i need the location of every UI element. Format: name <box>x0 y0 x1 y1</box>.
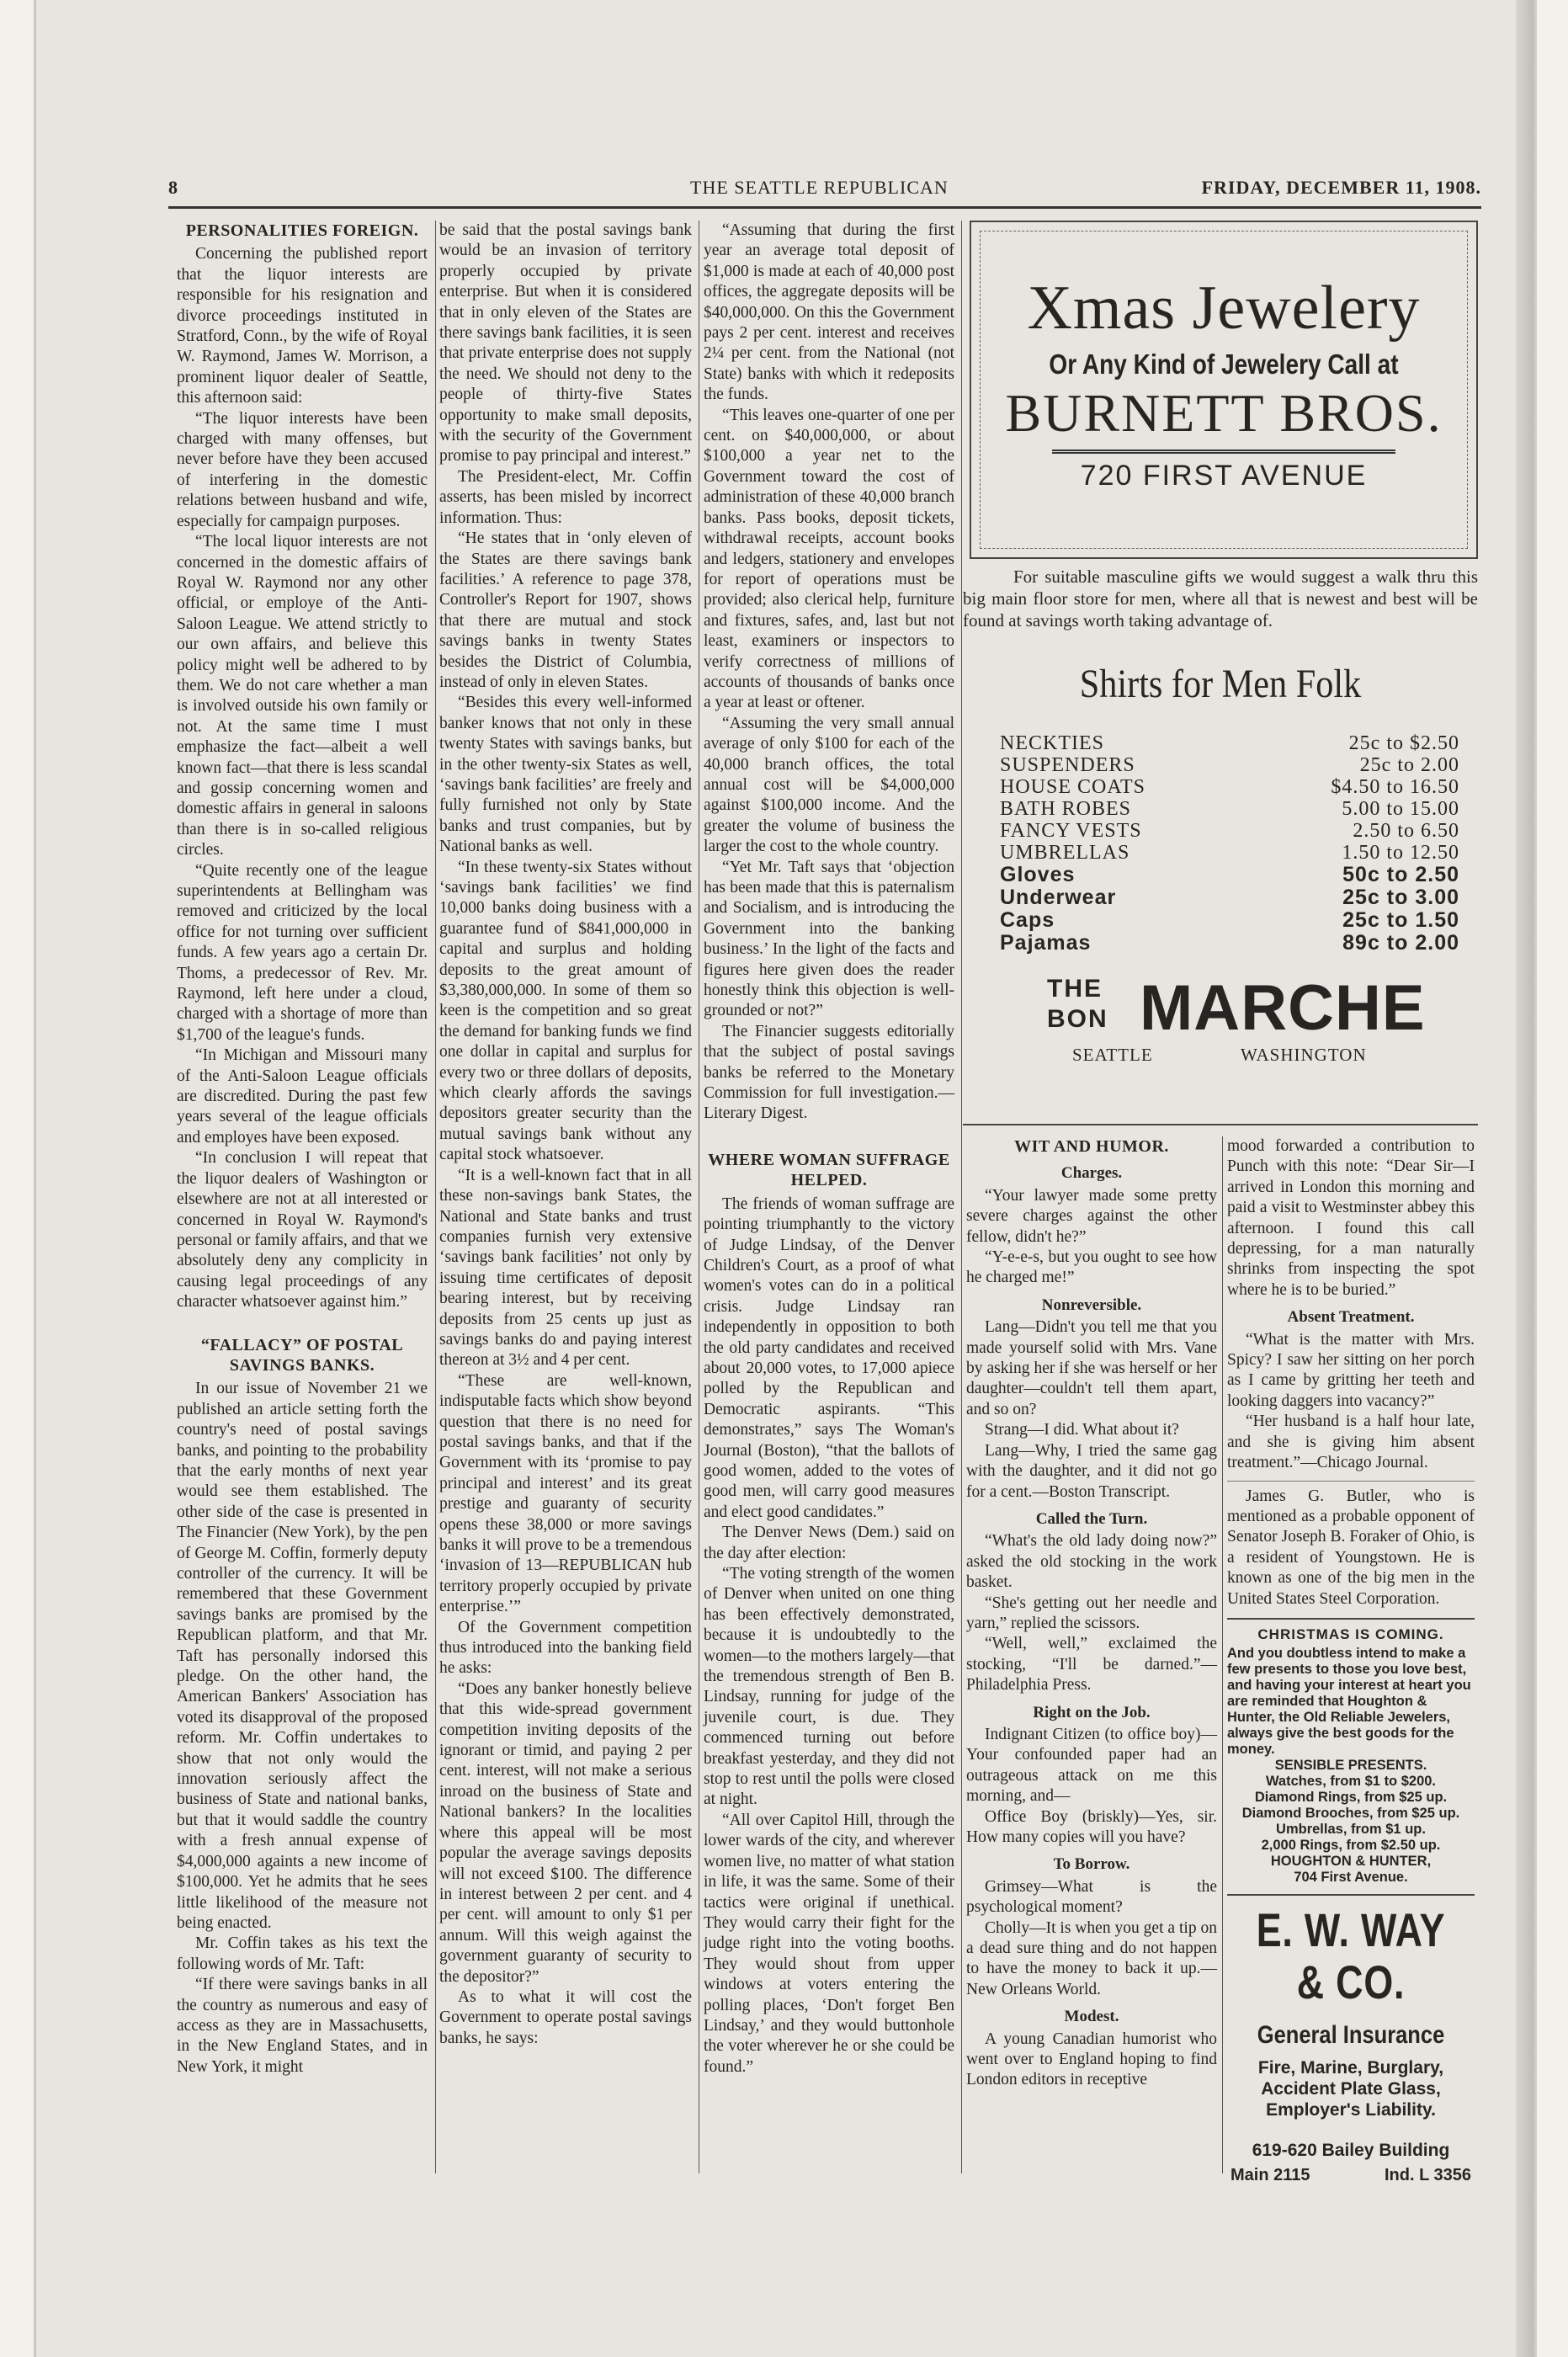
article-paragraph: “The voting strength of the women of Denver when united on one thing has been effectively demonstrated, because it is undoubtedly to the women—to the mothers largely—that the tremendous strength of Ben B. Lindsay, running for judge of the juvenile court, is due. They commenced turning out before breakfast yesterday, and they did not stop to rest until the polls were closed at night. <box>704 1565 954 1809</box>
joke-paragraph: mood forwarded a contribution to Punch with this note: “Dear Sir—I arrived in London this morning and paid a visit to Westminster abbey this afternoon. I found this call depressing, for a man naturally shrinks from inspecting the spot where he is to be buried.” <box>1227 1137 1475 1299</box>
item-name: Gloves <box>1000 863 1076 886</box>
article-paragraph: The friends of woman suffrage are pointing triumphantly to the victory of Judge Lindsay, of the Denver Children's Court, as a proof of what women's votes can do in a political crisis. Judge Lindsay ran independently in opposition to both the old party candidates and received about 20,000 votes, to 17,000 apiece polled by the Republican and Democratic aspirants. “This demonstrates,” says The Woman's Journal (Boston), “that the ballots of good women, added to the votes of good men, will carry good measures and elect good candidates.” <box>704 1194 954 1521</box>
article-paragraph: In our issue of November 21 we published an article setting forth the country's need of postal savings banks, and pointing to the probability that the early months of next year would see them established. The other side of the case is presented in The Financier (New York), by the pen of George M. Coffin, formerly deputy controller of the currency. It will be remembered that these Government savings banks are promised by the Republican platform, and that Mr. Taft has personally indorsed this pledge. On the other hand, the American Bankers' Association has voted its disapproval of the proposed reform. Mr. Coffin undertakes to show that not only would the innovation seriously affect the business of State and national banks, but that it would saddle the country with a fresh annual expense of $4,000,000 againts a new income of $100,000. Yet he admits that he sees little likelihood of the measure not being enacted. <box>177 1380 428 1932</box>
joke-paragraph: “She's getting out her needle and yarn,” replied the scissors. <box>966 1594 1217 1632</box>
article-paragraph: “He states that in ‘only eleven of the States are there savings bank facilities.’ A reference to page 378, Controller's Report for 1907, shows that there are mutual and stock savings banks in twenty States besides the District of Columbia, instead of only in eleven States. <box>439 529 692 691</box>
logo-marche: MARCHE <box>1140 972 1426 1044</box>
joke-paragraph: “What's the old lady doing now?” asked the old stocking in the work basket. <box>966 1532 1217 1592</box>
article-paragraph: “These are well-known, indisputable facts which show beyond question that there is no need for postal savings banks, and that if the Government with its ‘promise to pay principal and interest’ and its great prestige and guaranty of security opens these 38,000 or more savings banks it will prove to be a tremendous ‘invasion of 13—REPUBLICAN hub territory properly occupied by private enterprise.’” <box>439 1371 692 1616</box>
article-heading: “FALLACY” OF POSTAL SAVINGS BANKS. <box>200 1335 404 1375</box>
ad-headline: Xmas Jewelery <box>1027 274 1421 343</box>
item-name: SUSPENDERS <box>1000 754 1135 776</box>
logo-the: THE <box>1047 975 1103 1003</box>
ad-line: Diamond Rings, from $25 up. <box>1254 1789 1448 1805</box>
price-list <box>963 732 1478 955</box>
article-paragraph: “This leaves one-quarter of one per cent. on $40,000,000, or about $100,000 a year net to the Government toward the cost of administration of these 40,000 branch banks. Pass books, deposit tickets, withdrawal receipts, account books and ledgers, stationery and envelopes for report of operations must be provided; also clerical help, furniture and fixtures, safes, and, last but not least, examiners or inspectors to verify correctness of millions of accounts of thousands of banks once a year at least or oftener. <box>704 406 954 712</box>
article-paragraph: “Assuming that during the first year an average total deposit of $1,000 is made at each of 40,000 post offices, the aggregate deposits will be $40,000,000. On this the Government pays 2 per cent. interest and receives 2¼ per cent. from the National (not State) banks with which it redeposits the funds. <box>704 221 954 404</box>
article-paragraph: The Denver News (Dem.) said on the day after election: <box>704 1524 954 1562</box>
column-rule <box>961 221 962 2173</box>
item-name: Pajamas <box>1000 931 1092 955</box>
joke-title: Nonreversible. <box>1041 1296 1142 1314</box>
joke-paragraph: Indignant Citizen (to office boy)—Your confounded paper had an outrageous attack on me this morning, and— <box>966 1725 1217 1806</box>
page-number: 8 <box>168 177 178 198</box>
houghton-hunter-ad <box>1227 1618 1475 1886</box>
masthead <box>168 177 1481 202</box>
item-price: 5.00 to 15.00 <box>1342 798 1459 820</box>
item-price: 25c to 3.00 <box>1342 886 1459 909</box>
ad-heading: CHRISTMAS IS COMING. <box>1257 1625 1444 1642</box>
joke-title: Charges. <box>1060 1164 1123 1183</box>
item-price: $4.50 to 16.50 <box>1331 776 1459 798</box>
price-row <box>963 909 1478 932</box>
item-price: 89c to 2.00 <box>1342 931 1459 955</box>
price-row <box>963 886 1478 909</box>
price-row <box>963 776 1478 798</box>
joke-paragraph: Cholly—It is when you get a tip on a dead sure thing and do not happen to have the money to back it up.—New Orleans World. <box>966 1918 1217 1998</box>
section-rule <box>963 1124 1478 1125</box>
article-paragraph: “Assuming the very small annual average of only $100 for each of the 40,000 branch offices, the total annual cost will be $4,000,000 against $100,000 income. And the greater the volume of business the larger the cost to the whole country. <box>704 714 954 856</box>
article-paragraph: As to what it will cost the Government to operate postal savings banks, he says: <box>439 1987 692 2047</box>
article-paragraph: Concerning the published report that the liquor interests are responsible for his resignation and divorce proceedings instituted in Stratford, Conn., by the wife of Royal W. Raymond, James W. Morrison, a prominent liquor dealer of Seattle, this afternoon said: <box>177 245 428 407</box>
ad-line: 2,000 Rings, from $2.50 up. <box>1261 1837 1441 1853</box>
joke-paragraph: “Her husband is a half hour late, and she is giving him absent treatment.”—Chicago Journal. <box>1227 1413 1475 1472</box>
column-3 <box>704 221 954 2173</box>
ew-way-ad <box>1227 1894 1475 2187</box>
bon-marche-ad <box>963 566 1478 1113</box>
joke-title: Right on the Job. <box>1033 1703 1151 1721</box>
burnett-bros-ad <box>970 221 1478 559</box>
article-paragraph: The President-elect, Mr. Coffin asserts, has been misled by incorrect information. Thus: <box>439 467 692 527</box>
joke-paragraph: Grimsey—What is the psychological moment? <box>966 1877 1217 1917</box>
joke-paragraph: A young Canadian humorist who went over to England hoping to find London editors in receptive <box>966 2030 1217 2089</box>
ad-title: Shirts for Men Folk <box>1079 662 1362 706</box>
ad-phone-main: Main 2115 <box>1230 2165 1310 2184</box>
article-paragraph: “If there were savings banks in all the country as numerous and easy of access as they are in Massachusetts, in the New England States, and in New York, it might <box>177 1976 428 2076</box>
ad-body: And you doubtless intend to make a few presents to those you love best, and having your interest at heart you are reminded that Houghton & Hunter, the Old Reliable Jewelers, always give the best goods for the money. <box>1227 1645 1471 1757</box>
ad-line: Umbrellas, from $1 up. <box>1276 1821 1426 1837</box>
article-paragraph: “In Michigan and Missouri many of the Anti-Saloon League officials are discredited. During the past few years several of the league officials and employes have been exposed. <box>177 1046 428 1147</box>
price-row <box>963 864 1478 886</box>
ad-state: WASHINGTON <box>1241 1045 1367 1065</box>
column-1 <box>177 221 428 2173</box>
masthead-rule <box>168 206 1481 209</box>
ad-line: Watches, from $1 to $200. <box>1265 1773 1437 1789</box>
article-heading: PERSONALITIES FOREIGN. <box>185 221 419 240</box>
ad-firm-name: BURNETT BROS. <box>1005 383 1443 443</box>
ad-coverage: Fire, Marine, Burglary, Accident Plate Glass, Employer's Liability. <box>1257 2058 1444 2120</box>
ad-phones <box>1227 2165 1475 2187</box>
joke-paragraph: Office Boy (briskly)—Yes, sir. How many copies will you have? <box>966 1807 1217 1846</box>
column-2 <box>439 221 692 2173</box>
item-name: Underwear <box>1000 886 1117 909</box>
ad-phone-ind: Ind. L 3356 <box>1384 2165 1471 2184</box>
ad-building: 619-620 Bailey Building <box>1252 2141 1450 2161</box>
article-paragraph: “The liquor interests have been charged with many offenses, but never before have they been accused of interfering in the domestic relations between husband and wife, especially for campaign purposes. <box>177 409 428 530</box>
page-edge <box>1516 0 1534 2357</box>
article-paragraph: be said that the postal savings bank would be an invasion of territory properly occupied by private enterprise. But when it is considered that in only eleven of the States are there savings bank facilities, it is seen that private enterprise does not supply the need. We should not deny to the people of thirty-five States opportunity to make small deposits, with the security of the Government promise to pay principal and interest.” <box>439 221 692 466</box>
ad-location <box>963 1044 1478 1067</box>
joke-paragraph: Strang—I did. What about it? <box>985 1421 1179 1439</box>
issue-date: FRIDAY, DECEMBER 11, 1908. <box>1201 177 1481 198</box>
article-paragraph: Of the Government competition thus introduced into the banking field he asks: <box>439 1618 692 1678</box>
ad-city: SEATTLE <box>1072 1045 1153 1065</box>
item-price: 25c to 2.00 <box>1359 754 1459 776</box>
joke-paragraph: “Well, well,” exclaimed the stocking, “I'll be darned.”—Philadelphia Press. <box>966 1635 1217 1695</box>
article-paragraph: The Financier suggests editorially that the subject of postal savings banks be referred to the Monetary Commission for full investigation.—Literary Digest. <box>704 1022 954 1123</box>
item-price: 25c to 1.50 <box>1342 908 1459 932</box>
joke-title: Called the Turn. <box>1035 1509 1148 1528</box>
ad-address: 704 First Avenue. <box>1294 1869 1408 1885</box>
item-name: Caps <box>1000 908 1055 932</box>
article-paragraph: “In conclusion I will repeat that the liquor dealers of Washington or elsewhere are not at all interested or concerned in Royal W. Raymond's personal or family affairs, and that we absolutely deny any complicity in causing legal proceedings of any character whatsoever against him.” <box>177 1149 428 1312</box>
ad-subheadline: Or Any Kind of Jewelery Call at <box>1049 348 1399 380</box>
price-row <box>963 732 1478 754</box>
article-paragraph: “Does any banker honestly believe that this wide-spread government competition inviting deposits of the ignorant or timid, and paying 2 per cent. interest, will not make a serious inroad on the business of State and National bankers? In the localities where this appeal will be most popular the average savings deposits will not exceed $100. The difference in interest between 2 per cent. and 4 per cent. will amount to only $1 per annum. Will this weigh against the government guaranty of security to the depositor?” <box>439 1679 692 1986</box>
item-price: 2.50 to 6.50 <box>1353 820 1459 842</box>
article-heading: WHERE WOMAN SUFFRAGE HELPED. <box>708 1150 950 1190</box>
ad-rule <box>1052 450 1395 454</box>
article-paragraph: “Yet Mr. Taft says that ‘objection has been made that this is paternalism and Socialism, and is introducing the Government into the banking business.’ In the light of the facts and figures here given does the reader honestly think this objection is well-grounded or not?” <box>704 858 954 1020</box>
ad-subheading: SENSIBLE PRESENTS. <box>1274 1757 1427 1773</box>
article-paragraph: Mr. Coffin takes as his text the following words of Mr. Taft: <box>177 1934 428 1973</box>
price-row <box>963 820 1478 842</box>
joke-title: Absent Treatment. <box>1287 1308 1415 1327</box>
ad-line: Diamond Brooches, from $25 up. <box>1241 1805 1460 1821</box>
item-price: 25c to $2.50 <box>1348 732 1459 754</box>
article-paragraph: “In these twenty-six States without ‘savings bank facilities’ we find 10,000 banks doing business with a guarantee fund of $841,000,000 in capital and surplus and holding deposits to the great amount of $3,380,000,000. In some of them so keen is the competition and so great the demand for banking funds we find one dollar in capital and surplus for every two or three dollars of deposits, which clearly affords the savings depositors greater security than the mutual savings bank without any capital stock whatsoever. <box>439 858 692 1164</box>
news-paragraph: James G. Butler, who is mentioned as a probable opponent of Senator Joseph B. Foraker of Ohio, is a resident of Youngstown. He is known as one of the big men in the United States Steel Corporation. <box>1227 1481 1475 1609</box>
ad-address: 720 FIRST AVENUE <box>1080 460 1368 492</box>
column-6 <box>1227 1136 1475 2184</box>
column-5 <box>966 1136 1217 2173</box>
joke-paragraph: “Your lawyer made some pretty severe charges against the other fellow, didn't he?” <box>966 1186 1217 1246</box>
joke-paragraph: “What is the matter with Mrs. Spicy? I saw her sitting on her porch as I came by gritting her teeth and looking daggers into vacancy?” <box>1227 1330 1475 1410</box>
item-name: NECKTIES <box>1000 732 1104 754</box>
ad-firm-name: E. W. WAY & CO. <box>1256 1902 1446 2009</box>
joke-title: To Borrow. <box>1053 1855 1130 1874</box>
item-name: UMBRELLAS <box>1000 842 1130 864</box>
bon-marche-logo <box>963 972 1478 1044</box>
article-paragraph: “Quite recently one of the league superintendents at Bellingham was removed and criticized by the local office for not turning over sufficient funds. A few years ago a certain Dr. Thoms, a predecessor of Rev. Mr. Raymond, left here under a cloud, charged with a shortage of more than $1,700 of the league's funds. <box>177 861 428 1044</box>
ad-firm: HOUGHTON & HUNTER, <box>1270 1853 1432 1869</box>
item-name: FANCY VESTS <box>1000 820 1142 842</box>
item-name: HOUSE COATS <box>1000 776 1146 798</box>
joke-paragraph: “Y-e-e-s, but you ought to see how he charged me!” <box>966 1248 1217 1287</box>
price-row <box>963 754 1478 776</box>
item-name: BATH ROBES <box>1000 798 1132 820</box>
item-price: 50c to 2.50 <box>1342 863 1459 886</box>
logo-bon: BON <box>1047 1005 1108 1033</box>
ad-intro: For suitable masculine gifts we would suggest a walk thru this big main floor store for men, where all that is newest and best will be found at savings worth taking advantage of. <box>963 567 1478 630</box>
joke-paragraph: Lang—Why, I tried the same gag with the daughter, and it did not go for a cent.—Boston Transcript. <box>966 1441 1217 1501</box>
section-heading: WIT AND HUMOR. <box>1014 1137 1169 1156</box>
ad-service: General Insurance <box>1257 2020 1445 2049</box>
joke-title: Modest. <box>1064 2008 1119 2026</box>
price-row <box>963 842 1478 864</box>
article-paragraph: “The local liquor interests are not concerned in the domestic affairs of Royal W. Raymond nor any other official, or employe of the Anti-Saloon League. We attend strictly to our own affairs, and believe this policy might well be adhered to by them. We do not care whether a man is involved outside his own family or not. At the same time I must emphasize the fact—albeit a well known fact—that there is less scandal and gossip concerning women and domestic affairs in general in saloons than there is in so-called religious circles. <box>177 533 428 859</box>
article-paragraph: “All over Capitol Hill, through the lower wards of the city, and wherever women live, no matter of what station in life, it was the same. Some of their tactics were original if unethical. They would carry their fight for the judge right into the voting booths. They would shout from upper windows at voters entering the polling places, ‘Don't forget Ben Lindsay,’ and they would buttonhole the voter wherever he or she could be found.” <box>704 1811 954 2076</box>
article-paragraph: “Besides this every well-informed banker knows that not only in these twenty States with savings banks, but in the other twenty-six States as well, ‘savings bank facilities’ are freely and fully furnished not only by State banks and trust companies, but by National banks as well. <box>439 694 692 856</box>
paper-name: THE SEATTLE REPUBLICAN <box>690 177 949 198</box>
column-rule <box>435 221 436 2173</box>
joke-paragraph: Lang—Didn't you tell me that you made yourself solid with Mrs. Vane by asking her if she was herself or her daughter—couldn't tell them apart, and so on? <box>966 1318 1217 1418</box>
price-row <box>963 932 1478 955</box>
column-rule <box>1222 1136 1223 2173</box>
item-price: 1.50 to 12.50 <box>1342 842 1459 864</box>
article-paragraph: “It is a well-known fact that in all these non-savings bank States, the National and State banks and trust companies furnish very extensive ‘savings bank facilities’ not only by issuing time certificates of deposit bearing interest, but by receiving deposits from 25 cents up just as savings banks do and paying interest thereon at 3½ and 4 per cent. <box>439 1166 692 1370</box>
price-row <box>963 798 1478 820</box>
